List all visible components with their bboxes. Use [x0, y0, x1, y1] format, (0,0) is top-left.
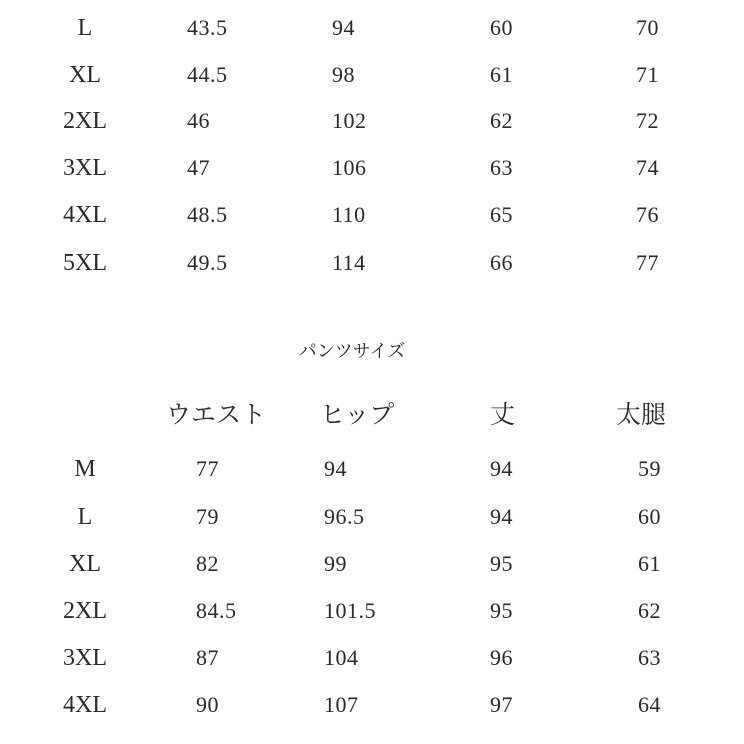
pants-column-header: 太腿: [616, 402, 667, 429]
shirt-value-cell: 61: [490, 62, 513, 87]
shirt-value-cell: 98: [332, 62, 355, 87]
shirt-value-cell: 49.5: [187, 250, 228, 275]
pants-value-cell: 61: [638, 551, 661, 576]
shirt-value-cell: 47: [187, 155, 210, 180]
pants-value-cell: 101.5: [324, 598, 376, 623]
shirt-value-cell: 102: [332, 108, 367, 133]
pants-column-header: ヒップ: [320, 402, 395, 429]
shirt-value-cell: 71: [636, 62, 659, 87]
pants-value-cell: 62: [638, 598, 661, 623]
shirt-size-label: 5XL: [63, 250, 107, 276]
pants-value-cell: 82: [196, 551, 219, 576]
shirt-value-cell: 77: [636, 250, 659, 275]
shirt-value-cell: 72: [636, 108, 659, 133]
pants-size-label: 3XL: [63, 645, 107, 671]
shirt-value-cell: 65: [490, 202, 513, 227]
shirt-size-label: 3XL: [63, 155, 107, 181]
shirt-value-cell: 114: [332, 250, 366, 275]
pants-value-cell: 96.5: [324, 504, 365, 529]
pants-size-label: XL: [69, 551, 101, 577]
pants-value-cell: 87: [196, 645, 219, 670]
pants-value-cell: 95: [490, 598, 513, 623]
shirt-size-label: L: [77, 15, 93, 41]
pants-value-cell: 94: [324, 456, 347, 481]
pants-value-cell: 94: [490, 504, 513, 529]
shirt-value-cell: 110: [332, 202, 366, 227]
pants-value-cell: 90: [196, 692, 219, 717]
pants-size-label: 4XL: [63, 692, 107, 718]
pants-size-label: M: [74, 456, 96, 482]
pants-value-cell: 96: [490, 645, 513, 670]
shirt-value-cell: 62: [490, 108, 513, 133]
pants-value-cell: 107: [324, 692, 359, 717]
shirt-value-cell: 43.5: [187, 15, 228, 40]
pants-column-header: 丈: [490, 402, 516, 429]
shirt-value-cell: 66: [490, 250, 513, 275]
shirt-size-label: XL: [69, 62, 101, 88]
shirt-value-cell: 94: [332, 15, 355, 40]
pants-value-cell: 63: [638, 645, 661, 670]
shirt-value-cell: 76: [636, 202, 659, 227]
pants-size-label: L: [77, 504, 93, 530]
pants-value-cell: 64: [638, 692, 661, 717]
shirt-value-cell: 60: [490, 15, 513, 40]
pants-value-cell: 104: [324, 645, 359, 670]
shirt-value-cell: 74: [636, 155, 659, 180]
shirt-value-cell: 63: [490, 155, 513, 180]
pants-value-cell: 99: [324, 551, 347, 576]
pants-value-cell: 94: [490, 456, 513, 481]
shirt-value-cell: 44.5: [187, 62, 228, 87]
shirt-value-cell: 48.5: [187, 202, 228, 227]
pants-value-cell: 79: [196, 504, 219, 529]
shirt-size-label: 4XL: [63, 202, 107, 228]
pants-value-cell: 95: [490, 551, 513, 576]
pants-column-header: ウエスト: [166, 402, 267, 429]
pants-size-title: パンツサイズ: [298, 341, 406, 362]
shirt-value-cell: 106: [332, 155, 367, 180]
shirt-size-label: 2XL: [63, 108, 107, 134]
pants-value-cell: 77: [196, 456, 219, 481]
pants-value-cell: 59: [638, 456, 661, 481]
pants-value-cell: 97: [490, 692, 513, 717]
pants-value-cell: 84.5: [196, 598, 237, 623]
pants-size-label: 2XL: [63, 598, 107, 624]
pants-value-cell: 60: [638, 504, 661, 529]
shirt-value-cell: 70: [636, 15, 659, 40]
shirt-value-cell: 46: [187, 108, 210, 133]
